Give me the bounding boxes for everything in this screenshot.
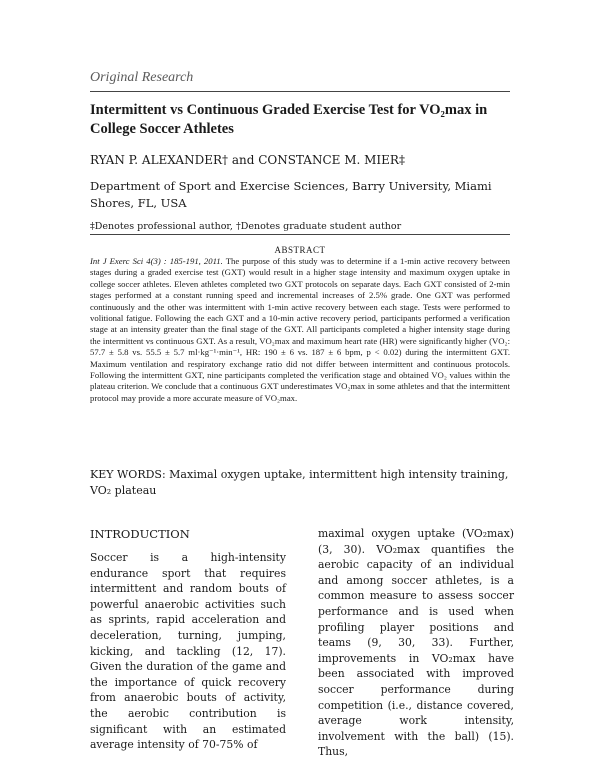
paper-authors: RYAN P. ALEXANDER† and CONSTANCE M. MIER‡ [90,153,405,167]
author-note: ‡Denotes professional author, †Denotes graduate student author [90,221,510,235]
abstract-text: The purpose of this study was to determine if a 1-min active recovery between stages during a graded exercise test (GXT) would result in a higher stage intensity and maximum oxygen uptake in college soccer athletes. Eleven athletes completed two GXT protocols on separate days. Each GXT consisted of 2-min stages performed at a constant running speed and incremental increases of 2.5% grade. One GXT was performed continuously and the other was intermittent with 1-min active recovery between each stage. Tests were performed to volitional fatigue. Following the each GXT and a 10-min active recovery period, participants performed a verification stage at an intensity greater than the final stage of the GXT. All participants completed a higher intensity stage during the intermittent vs continuous GXT. As a result, VO₂max and maximum heart rate (HR) were significantly higher (VO₂: 57.7 ± 5.8 vs. 55.5 ± 5.7 ml·kg⁻¹·min⁻¹, HR: 190 ± 6 vs. 187 ± 6 bpm, p < 0.02) during the intermittent GXT. Maximum ventilation and respiratory exchange ratio did not differ between intermittent and continuous protocols. Following the intermittent GXT, nine participants completed the verification stage and obtained VO₂ values within the plateau criterion. We conclude that a continuous GXT underestimates VO₂max in some athletes and that the intermittent protocol may provide a more accurate measure of VO₂max. [90,256,510,403]
abstract-citation: Int J Exerc Sci 4(3) : 185-191, 2011. [90,256,223,266]
keywords: KEY WORDS: Maximal oxygen uptake, intermittent high intensity training, VO₂ plateau [90,468,509,497]
introduction-column-right: maximal oxygen uptake (VO₂max) (3, 30). VO₂max quantifies the aerobic capacity of an individual and among soccer athletes, is a common measure to assess soccer performance and is used when profiling player positions and teams (9, 30, 33). Further, improvements in VO₂max have been associated with improved soccer performance during competition (i.e., distance covered, average work intensity, involvement with the ball) (15). Thus, [318,527,514,759]
abstract-body [90,256,510,404]
header-rule [90,91,510,92]
paper-affiliation: Department of Sport and Exercise Sciences, Barry University, Miami Shores, FL, USA [90,179,492,210]
introduction-column-left: Soccer is a high-intensity endurance sport that requires intermittent and random bouts of powerful anaerobic activities such as sprints, rapid acceleration and deceleration, turning, jumping, kicking, and tackling (12, 17). Given the duration of the game and the importance of quick recovery from anaerobic bouts of activity, the aerobic contribution is significant with an estimated average intensity of 70-75% of [90,551,286,752]
introduction-heading: INTRODUCTION [90,527,190,541]
section-label: Original Research [90,70,194,85]
paper-title: Intermittent vs Continuous Graded Exercise Test for VO₂max in College Soccer Athletes [90,102,488,137]
abstract-heading: ABSTRACT [274,245,326,255]
